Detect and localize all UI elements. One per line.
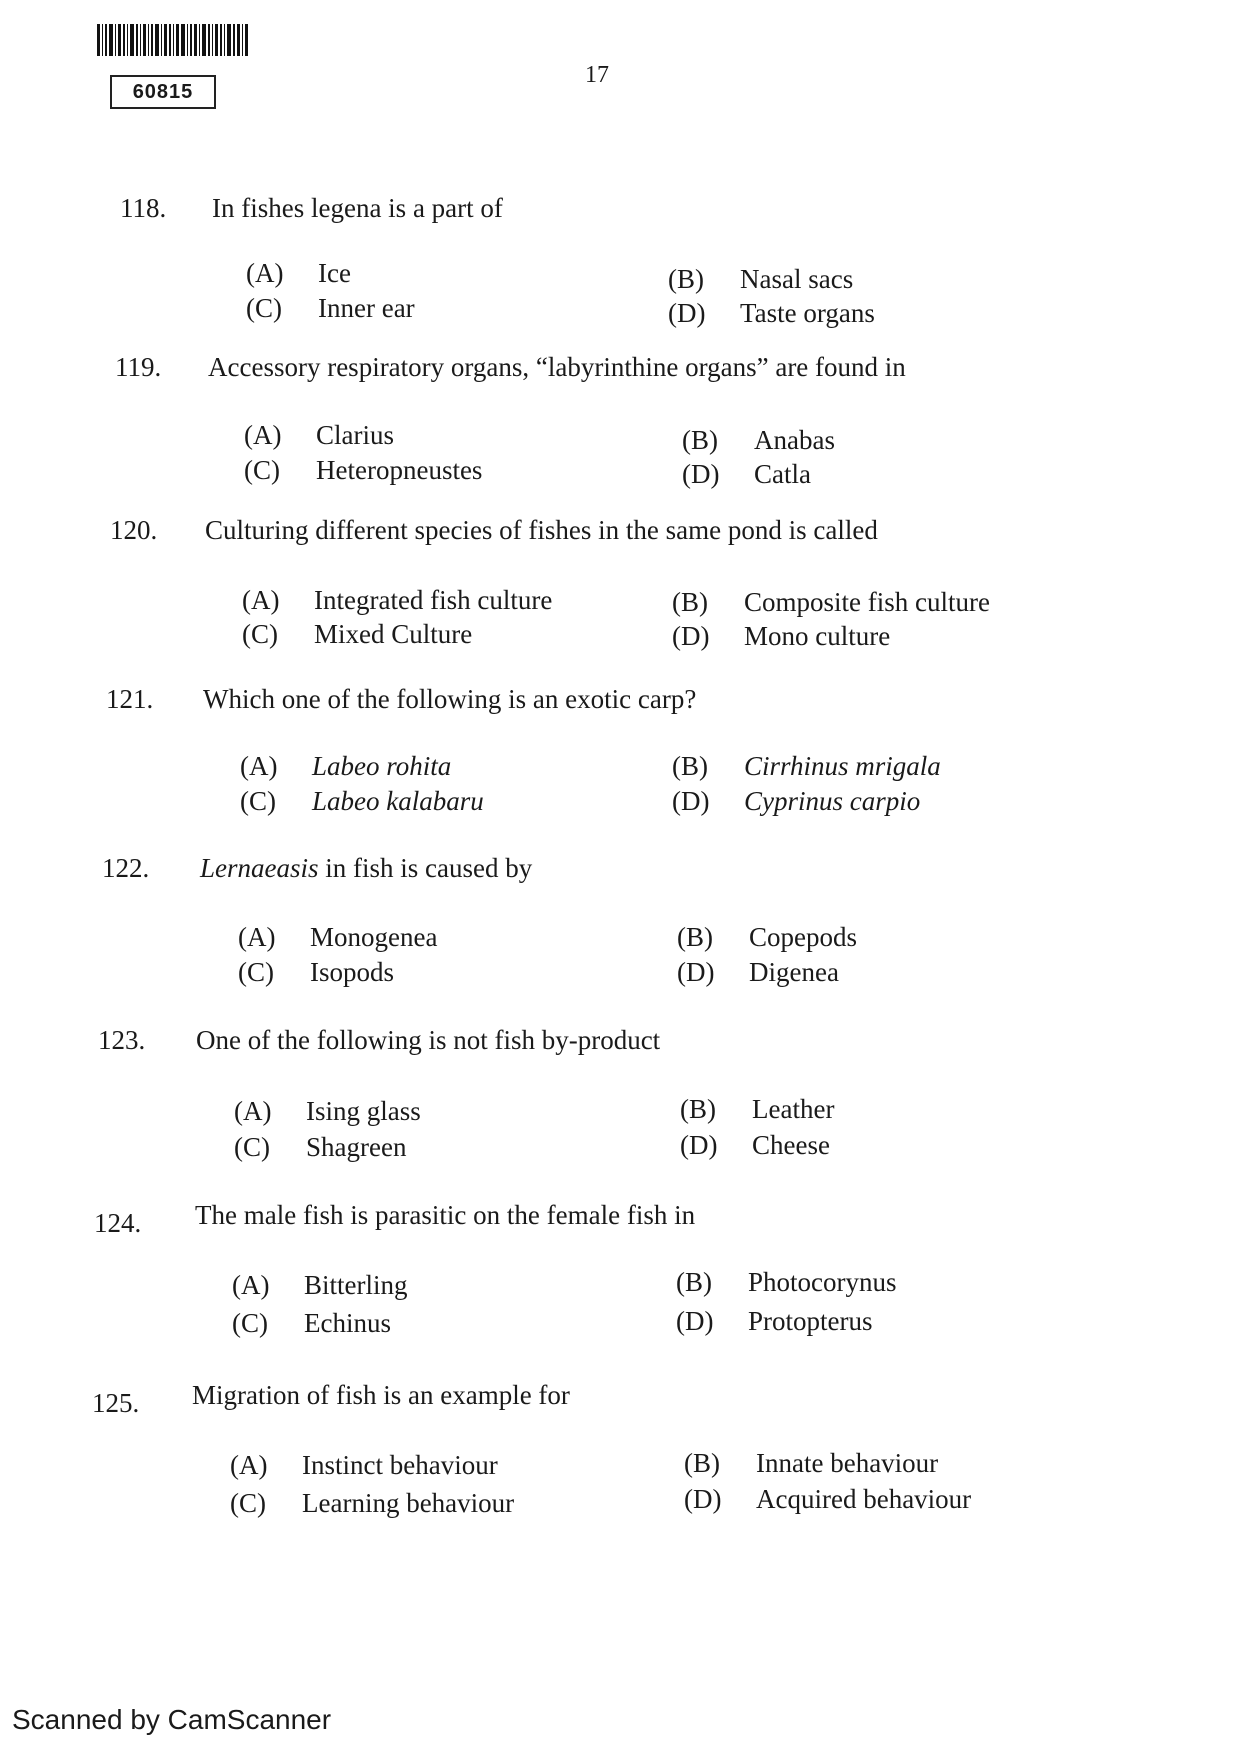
question-number: 118. — [120, 193, 167, 223]
option-c: (C) Learning behaviour — [230, 1488, 515, 1518]
question-number: 121. — [106, 684, 154, 714]
question-text: Accessory respiratory organs, “labyrinthine organs” are found in — [208, 352, 906, 382]
question-119 — [0, 352, 1240, 502]
option-c: (C) Mixed Culture — [242, 619, 473, 649]
option-b: (B) Anabas — [682, 425, 835, 455]
option-c: (C) Echinus — [232, 1308, 391, 1338]
option-c: (C) Labeo kalabaru — [240, 786, 484, 816]
option-c: (C) Isopods — [238, 957, 395, 987]
option-a: (A) Ice — [246, 258, 351, 288]
question-120 — [0, 515, 1240, 665]
question-number: 125. — [92, 1388, 140, 1418]
question-123 — [0, 1025, 1240, 1175]
option-d: (D) Catla — [682, 459, 811, 489]
option-b: (B) Nasal sacs — [668, 264, 854, 294]
question-text: Which one of the following is an exotic carp? — [203, 684, 697, 714]
question-text: Lernaeasis in fish is caused by — [200, 853, 533, 883]
option-a: (A) Integrated fish culture — [242, 585, 553, 615]
option-d: (D) Mono culture — [672, 621, 891, 651]
option-c: (C) Inner ear — [246, 293, 415, 323]
question-number: 122. — [102, 853, 150, 883]
option-a: (A) Monogenea — [238, 922, 438, 952]
option-b: (B) Composite fish culture — [672, 587, 990, 617]
question-number: 119. — [115, 352, 162, 382]
booklet-code: 60815 — [110, 75, 216, 109]
question-121 — [0, 684, 1240, 834]
question-text: Migration of fish is an example for — [192, 1380, 570, 1410]
page-number: 17 — [585, 62, 609, 88]
option-b: (B) Photocorynus — [676, 1267, 897, 1297]
option-d: (D) Taste organs — [668, 298, 875, 328]
option-a: (A) Bitterling — [232, 1270, 408, 1300]
option-a: (A) Clarius — [244, 420, 394, 450]
question-number: 123. — [98, 1025, 146, 1055]
question-number: 120. — [110, 515, 158, 545]
question-text: One of the following is not fish by-product — [196, 1025, 661, 1055]
option-b: (B) Leather — [680, 1094, 835, 1124]
option-c: (C) Shagreen — [234, 1132, 407, 1162]
question-125 — [0, 1380, 1240, 1530]
question-118 — [0, 193, 1240, 343]
option-d: (D) Digenea — [677, 957, 839, 987]
option-d: (D) Protopterus — [676, 1306, 873, 1336]
question-number: 124. — [94, 1208, 142, 1238]
barcode — [97, 24, 287, 56]
question-text: The male fish is parasitic on the female fish in — [195, 1200, 696, 1230]
question-text: In fishes legena is a part of — [212, 193, 503, 223]
option-d: (D) Acquired behaviour — [684, 1484, 972, 1514]
option-b: (B) Cirrhinus mrigala — [672, 751, 941, 781]
question-124 — [0, 1200, 1240, 1350]
option-a: (A) Instinct behaviour — [230, 1450, 498, 1480]
scanner-watermark: Scanned by CamScanner — [12, 1704, 332, 1735]
option-b: (B) Copepods — [677, 922, 857, 952]
option-d: (D) Cyprinus carpio — [672, 786, 921, 816]
option-b: (B) Innate behaviour — [684, 1448, 939, 1478]
option-a: (A) Ising glass — [234, 1096, 421, 1126]
question-text: Culturing different species of fishes in the same pond is called — [205, 515, 878, 545]
option-d: (D) Cheese — [680, 1130, 830, 1160]
option-a: (A) Labeo rohita — [240, 751, 452, 781]
question-122 — [0, 853, 1240, 1003]
option-c: (C) Heteropneustes — [244, 455, 483, 485]
